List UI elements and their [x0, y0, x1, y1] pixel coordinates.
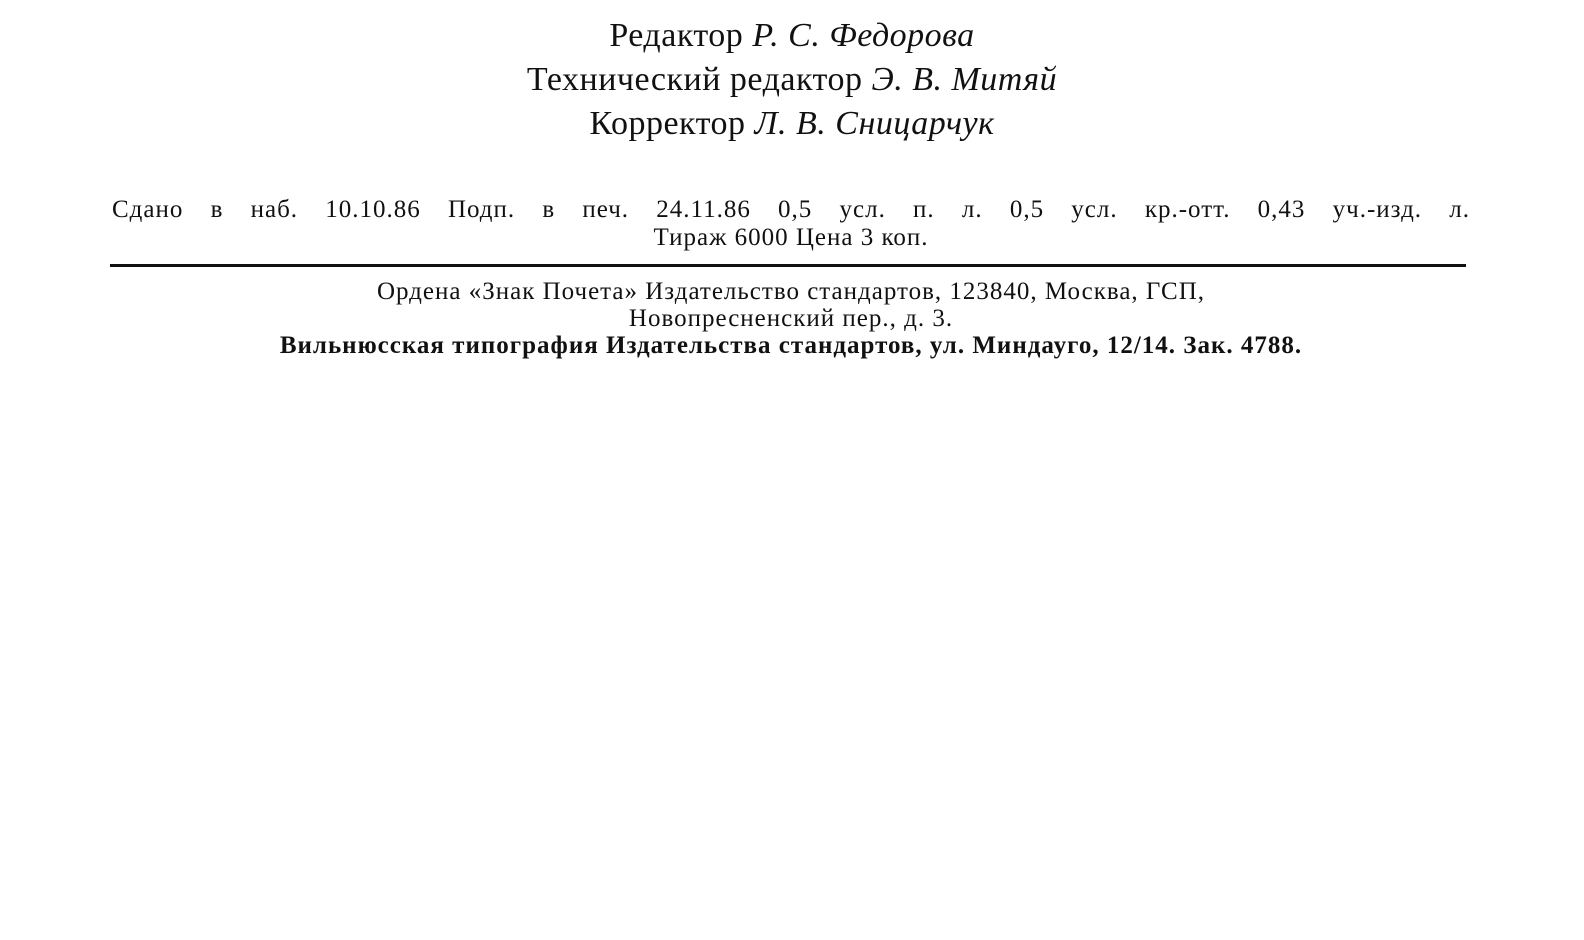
- corrector-role: Корректор: [589, 105, 746, 142]
- tech-editor-name: Э. В. Митяй: [871, 61, 1058, 98]
- printing-house-line: Вильнюсская типография Издательства стандартов, ул. Миндауго, 12/14. Зак. 4788.: [279, 332, 1303, 359]
- publisher-address-line1: Ордена «Знак Почета» Издательство стандартов, 123840, Москва, ГСП,: [376, 278, 1206, 305]
- publisher-block: [112, 278, 1470, 359]
- publisher-address-line2: Новопресненский пер., д. 3.: [628, 305, 954, 332]
- editor-role: Редактор: [609, 17, 744, 54]
- tech-editor-role: Технический редактор: [526, 61, 863, 98]
- credits-block: [0, 14, 1584, 146]
- imprint-block: [112, 196, 1470, 252]
- imprint-print-details: Сдано в наб. 10.10.86 Подп. в печ. 24.11.86 0,5 усл. п. л. 0,5 усл. кр.-отт. 0,43 уч.-изд. л.: [112, 196, 1470, 223]
- editor-name: Р. С. Федорова: [752, 17, 975, 54]
- corrector-credit: [0, 102, 1584, 146]
- corrector-name: Л. В. Сницарчук: [754, 105, 995, 142]
- tech-editor-credit: [0, 58, 1584, 102]
- divider-rule: [110, 264, 1466, 267]
- editor-credit: [0, 14, 1584, 58]
- imprint-circulation-price: Тираж 6000 Цена 3 коп.: [653, 224, 929, 251]
